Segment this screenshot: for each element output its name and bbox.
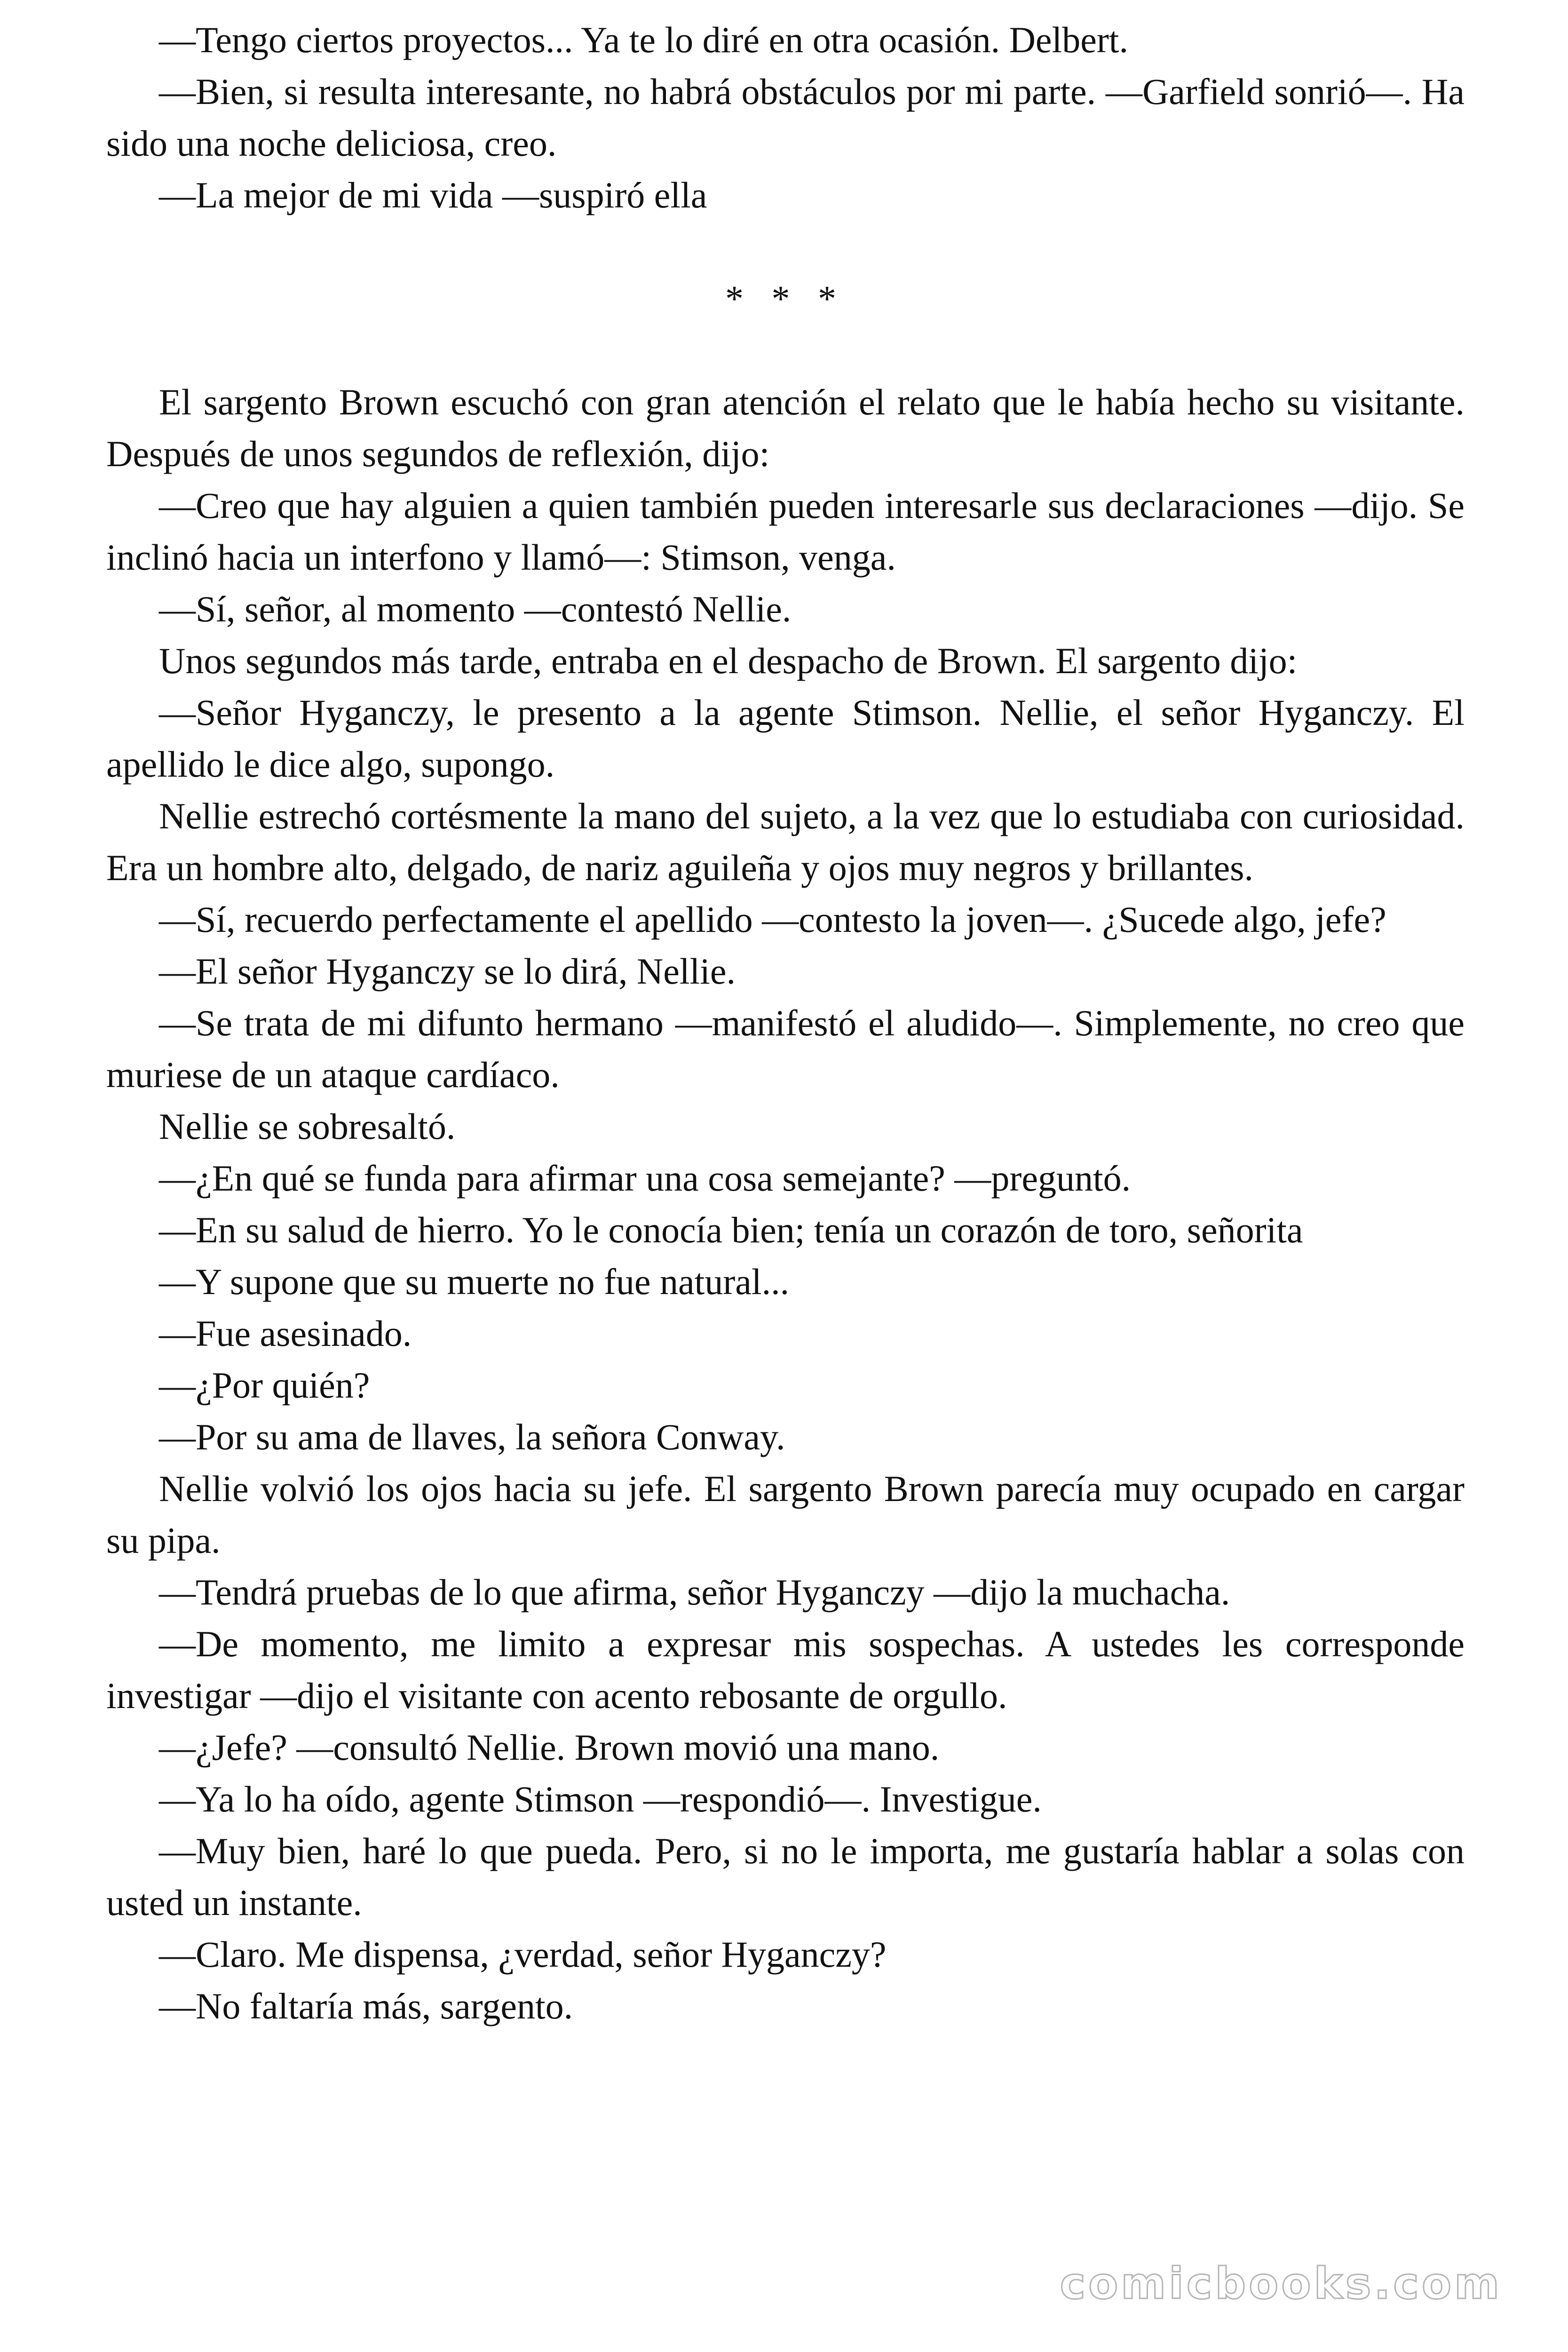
paragraph: —Tendrá pruebas de lo que afirma, señor Hyganczy —dijo la muchacha. [159, 1572, 1230, 1613]
watermark: comicbooks.com [1060, 2258, 1502, 2309]
paragraph: —Creo que hay alguien a quien también pueden interesarle sus declaraciones —dijo. Se inclinó hacia un interfono y llamó—: Stimson, venga. [106, 485, 1465, 578]
section-separator: * * * [725, 278, 846, 319]
paragraph: Nellie estrechó cortésmente la mano del sujeto, a la vez que lo estudiaba con curiosidad. Era un hombre alto, delgado, de nariz aguileña y ojos muy negros y brillantes. [106, 795, 1465, 888]
paragraph: —Muy bien, haré lo que pueda. Pero, si no le importa, me gustaría hablar a solas con usted un instante. [106, 1830, 1465, 1923]
paragraph: —Y supone que su muerte no fue natural... [159, 1261, 790, 1302]
paragraph: —Sí, recuerdo perfectamente el apellido —contesto la joven—. ¿Sucede algo, jefe? [159, 899, 1386, 940]
paragraph: Nellie volvió los ojos hacia su jefe. El sargento Brown parecía muy ocupado en cargar su pipa. [106, 1468, 1465, 1561]
paragraph: —Bien, si resulta interesante, no habrá obstáculos por mi parte. —Garfield sonrió—. Ha sido una noche deliciosa, creo. [106, 71, 1465, 164]
paragraph: —Claro. Me dispensa, ¿verdad, señor Hyganczy? [159, 1934, 887, 1975]
paragraph: —En su salud de hierro. Yo le conocía bien; tenía un corazón de toro, señorita [159, 1209, 1303, 1250]
paragraph: —Sí, señor, al momento —contestó Nellie. [159, 588, 792, 629]
paragraph: —Señor Hyganczy, le presento a la agente Stimson. Nellie, el señor Hyganczy. El apellido le dice algo, supongo. [106, 692, 1465, 785]
paragraph: —El señor Hyganczy se lo dirá, Nellie. [159, 951, 736, 992]
page-text [106, 14, 1465, 2032]
paragraph: —La mejor de mi vida —suspiró ella [159, 175, 707, 215]
text-before-separator [106, 14, 1465, 221]
text-after-separator [106, 376, 1465, 2032]
paragraph: Nellie se sobresaltó. [159, 1106, 456, 1147]
paragraph: El sargento Brown escuchó con gran atención el relato que le había hecho su visitante. Después de unos segundos de reflexión, dijo: [106, 381, 1465, 474]
paragraph: Unos segundos más tarde, entraba en el despacho de Brown. El sargento dijo: [159, 640, 1298, 681]
paragraph: —Por su ama de llaves, la señora Conway. [159, 1416, 785, 1457]
paragraph: —¿Por quién? [159, 1365, 370, 1406]
paragraph: —Fue asesinado. [159, 1313, 412, 1354]
paragraph: —Ya lo ha oído, agente Stimson —respondió—. Investigue. [159, 1779, 1042, 1820]
paragraph: —No faltaría más, sargento. [159, 1986, 573, 2026]
paragraph: —Se trata de mi difunto hermano —manifestó el aludido—. Simplemente, no creo que muriese de un ataque cardíaco. [106, 1002, 1465, 1095]
paragraph: —¿En qué se funda para afirmar una cosa semejante? —preguntó. [159, 1158, 1131, 1199]
paragraph: —¿Jefe? —consultó Nellie. Brown movió una mano. [159, 1727, 940, 1768]
paragraph: —Tengo ciertos proyectos... Ya te lo diré en otra ocasión. Delbert. [159, 19, 1128, 60]
paragraph: —De momento, me limito a expresar mis sospechas. A ustedes les corresponde investigar —dijo el visitante con acento rebosante de orgullo. [106, 1623, 1465, 1716]
